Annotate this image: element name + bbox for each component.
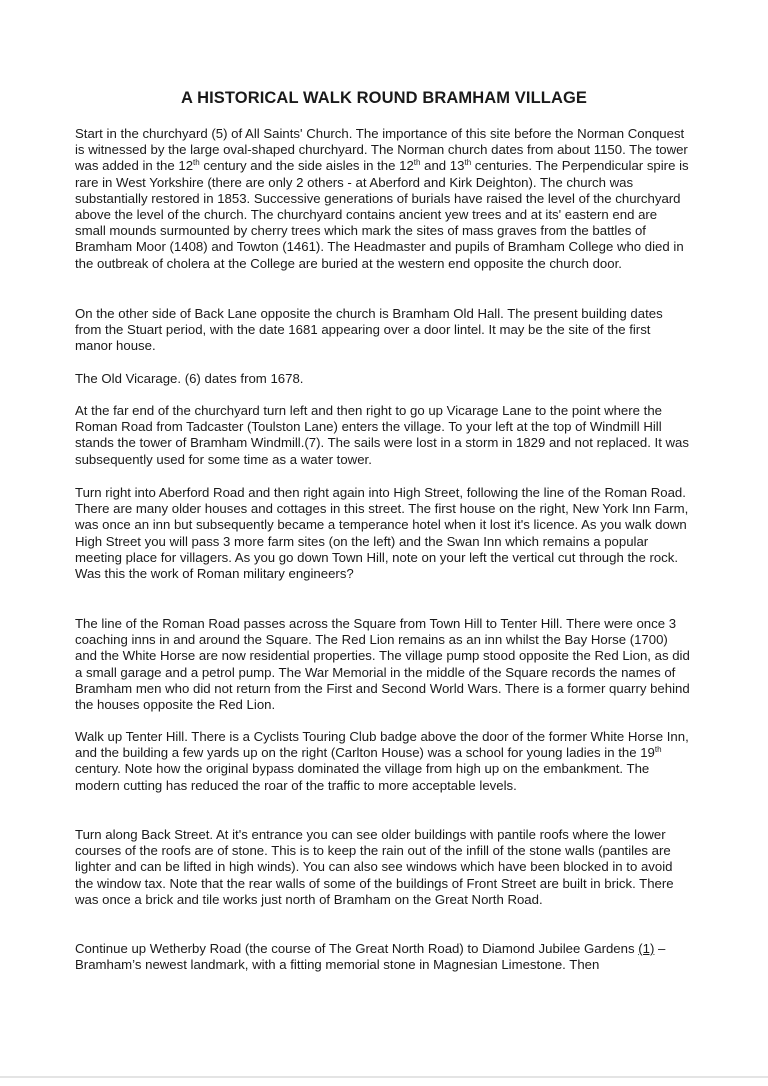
paragraph-high-street: Turn right into Aberford Road and then right again into High Street, following the line of the Roman Road. There are many older houses and cottages in this street. The first house on the right, New York Inn Farm, was once an inn but subsequently became a temperance hotel when it lost it's licence. As you walk down High Street you will pass 3 more farm sites (on the left) and the Swan Inn which remains a popular meeting place for villagers. As you go down Town Hill, note on your left the vertical cut through the rock. Was this the work of Roman military engineers? (75, 485, 689, 582)
map-reference-link[interactable]: (1) (638, 941, 655, 956)
paragraph-square: The line of the Roman Road passes across the Square from Town Hill to Tenter Hill. There were once 3 coaching inns in and around the Square. The Red Lion remains as an inn whilst the Bay Horse (1700) and the White Horse are now residential properties. The village pump stood opposite the Red Lion, as did a small garage and a petrol pump. The War Memorial in the middle of the Square records the names of Bramham men who did not return from the First and Second World Wars. There is a former quarry behind the houses opposite the Red Lion. (75, 616, 690, 713)
paragraph-tenter-hill (75, 729, 690, 794)
superscript: th (464, 158, 472, 168)
paragraph-text: century and the side aisles in the 12 (199, 158, 414, 174)
paragraph-old-vicarage: The Old Vicarage. (6) dates from 1678. (75, 371, 304, 386)
page-title: A HISTORICAL WALK ROUND BRAMHAM VILLAGE (181, 89, 587, 107)
paragraph-churchyard (75, 126, 690, 272)
paragraph-text: Walk up Tenter Hill. There is a Cyclists Touring Club badge above the door of the former White Horse Inn, and the building a few yards up on the right (Carlton House) was a school for young ladies in the 19 (75, 729, 689, 761)
superscript: th (654, 745, 662, 755)
superscript: th (413, 158, 421, 168)
superscript: th (193, 158, 200, 168)
paragraph-vicarage-lane: At the far end of the churchyard turn left and then right to go up Vicarage Lane to the point where the Roman Road from Tadcaster (Toulston Lane) enters the village. To your left at the top of Windmill Hill stands the tower of Bramham Windmill.(7). The sails were lost in a storm in 1829 and not replaced. It was subsequently used for some time as a water tower. (75, 403, 689, 467)
paragraph-text: century. Note how the original bypass dominated the village from high up on the embankment. The modern cutting has reduced the roar of the traffic to more acceptable levels. (75, 761, 650, 793)
scan-edge-divider (0, 1076, 768, 1078)
paragraph-text: – Bramham’s newest landmark, with a fitting memorial stone in Magnesian Limestone. Then (75, 941, 666, 973)
paragraph-text: Continue up Wetherby Road (the course of The Great North Road) to Diamond Jubilee Gardens (75, 941, 639, 956)
paragraph-text: and 13 (420, 158, 465, 174)
paragraph-wetherby-road (75, 941, 690, 973)
paragraph-text: centuries. The Perpendicular spire is rare in West Yorkshire (there are only 2 others - at Aberford and Kirk Deighton). The church was substantially restored in 1853. Successive generations of burials have raised the level of the churchyard above the level of the church. The churchyard contains ancient yew trees and at its' eastern end are small mounds surmounted by cherry trees which mark the sites of mass graves from the battles of Bramham Moor (1408) and Towton (1461). The Headmaster and pupils of Bramham College who died in the outbreak of cholera at the College are buried at the western end opposite the church door. (75, 158, 689, 271)
paragraph-old-hall: On the other side of Back Lane opposite the church is Bramham Old Hall. The present building dates from the Stuart period, with the date 1681 appearing over a door lintel. It may be the site of the first manor house. (75, 306, 663, 354)
paragraph-text: Start in the churchyard (5) of All Saints' Church. The importance of this site before the Norman Conquest is witnessed by the large oval-shaped churchyard. The Norman church dates from about 1150. The tower was added in the 12 (75, 126, 688, 174)
paragraph-back-street: Turn along Back Street. At it's entrance you can see older buildings with pantile roofs where the lower courses of the roofs are of stone. This is to keep the rain out of the infill of the stone walls (pantiles are lighter and can be lifted in high winds). You can also see windows which have been blocked in to avoid the window tax. Note that the rear walls of some of the buildings of Front Street are built in brick. There was once a brick and tile works just north of Bramham on the Great North Road. (75, 827, 674, 907)
